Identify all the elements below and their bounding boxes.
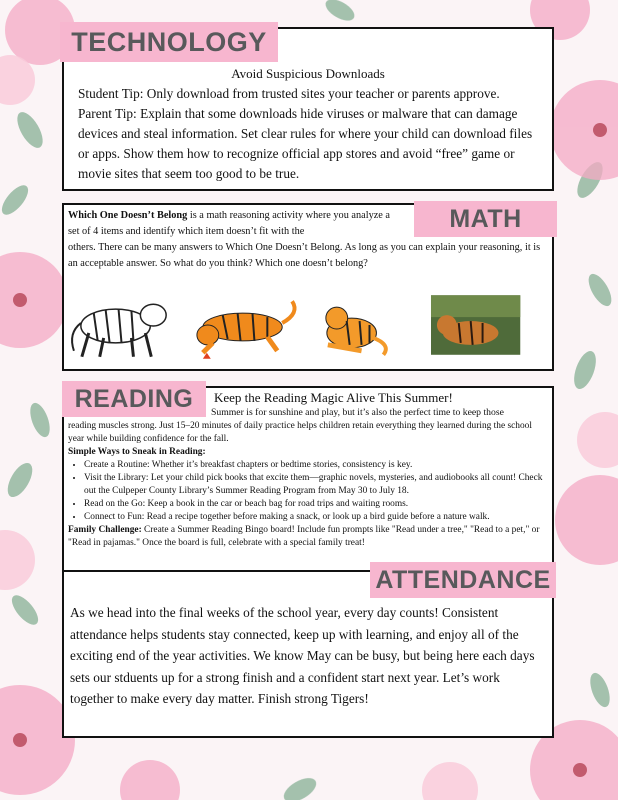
reading-ways-heading: Simple Ways to Sneak in Reading: <box>68 447 206 457</box>
math-heading: MATH <box>414 201 557 237</box>
attendance-text: As we head into the final weeks of the school year, every day counts! Consistent attendance helps students stay connected, keep up with learning, and enjoy all of the exciting end of the year activities. We know May can be busy, but being here each days sets our stduents up for a strong finish and a confident start next year. Let’s work together to make every day matter. Finish strong Tigers! <box>70 605 535 706</box>
list-item: • Connect to Fun: Read a recipe together before making a snack, or look up a bird guide before a nature walk. <box>84 511 549 524</box>
student-tip: Student Tip: Only download from trusted sites your teacher or parents approve. <box>78 86 500 101</box>
tiger-photo-image <box>431 295 520 355</box>
family-challenge-label: Family Challenge: <box>68 525 142 535</box>
parent-tip: Parent Tip: Explain that some downloads hide viruses or malware that can damage devices and steal information. Set clear rules for where your child can download files or apps. Show them how to recognize official app stores and avoid “free” game or movie sites that seem too good to be true. <box>78 106 533 181</box>
family-challenge-text: Create a Summer Reading Bingo board! Include fun prompts like "Read under a tree," "Read to a pet," or "Read in pajamas." Once the board is full, celebrate with a special family treat! <box>68 525 540 548</box>
reading-ways-list <box>68 459 549 524</box>
attendance-heading: ATTENDANCE <box>370 562 556 598</box>
reading-heading: READING <box>62 381 206 417</box>
list-item: • Visit the Library: Let your child pick books that excite them—graphic novels, mysteries, and audiobooks all count! Check out the Culpeper County Library’s Summer Reading Program from May 30 to July 18. <box>84 472 549 498</box>
math-intro: is a math reasoning activity where you analyze a set of 4 items and identify which item doesn’t fit with the <box>68 210 390 237</box>
list-item: • Create a Routine: Whether it’s breakfast chapters or bedtime stories, consistency is key. <box>84 459 549 472</box>
tiger-images <box>64 293 552 363</box>
math-explanation: others. There can be many answers to Which One Doesn’t Belong. As long as you can explain your reasoning, it is an acceptable answer. So what do you think? Which one doesn’t belong? <box>68 242 541 269</box>
list-item: • Read on the Go: Keep a book in the car or beach bag for road trips and waiting rooms. <box>84 498 549 511</box>
technology-heading: TECHNOLOGY <box>60 22 278 62</box>
reading-intro-end: reading muscles strong. Just 15–20 minutes of daily practice helps children retain everything they learned during the school year while building confidence for the fall. <box>68 421 532 444</box>
reading-title: Keep the Reading Magic Alive This Summer! <box>214 390 453 405</box>
sitting-tiger-image <box>326 307 386 355</box>
technology-title: Avoid Suspicious Downloads <box>231 66 385 81</box>
orange-tiger-image <box>197 301 295 359</box>
reading-intro-start: Summer is for sunshine and play, but it’s also the perfect time to keep those <box>211 407 504 418</box>
math-activity-name: Which One Doesn’t Belong <box>68 210 188 221</box>
white-tiger-image <box>72 304 166 357</box>
